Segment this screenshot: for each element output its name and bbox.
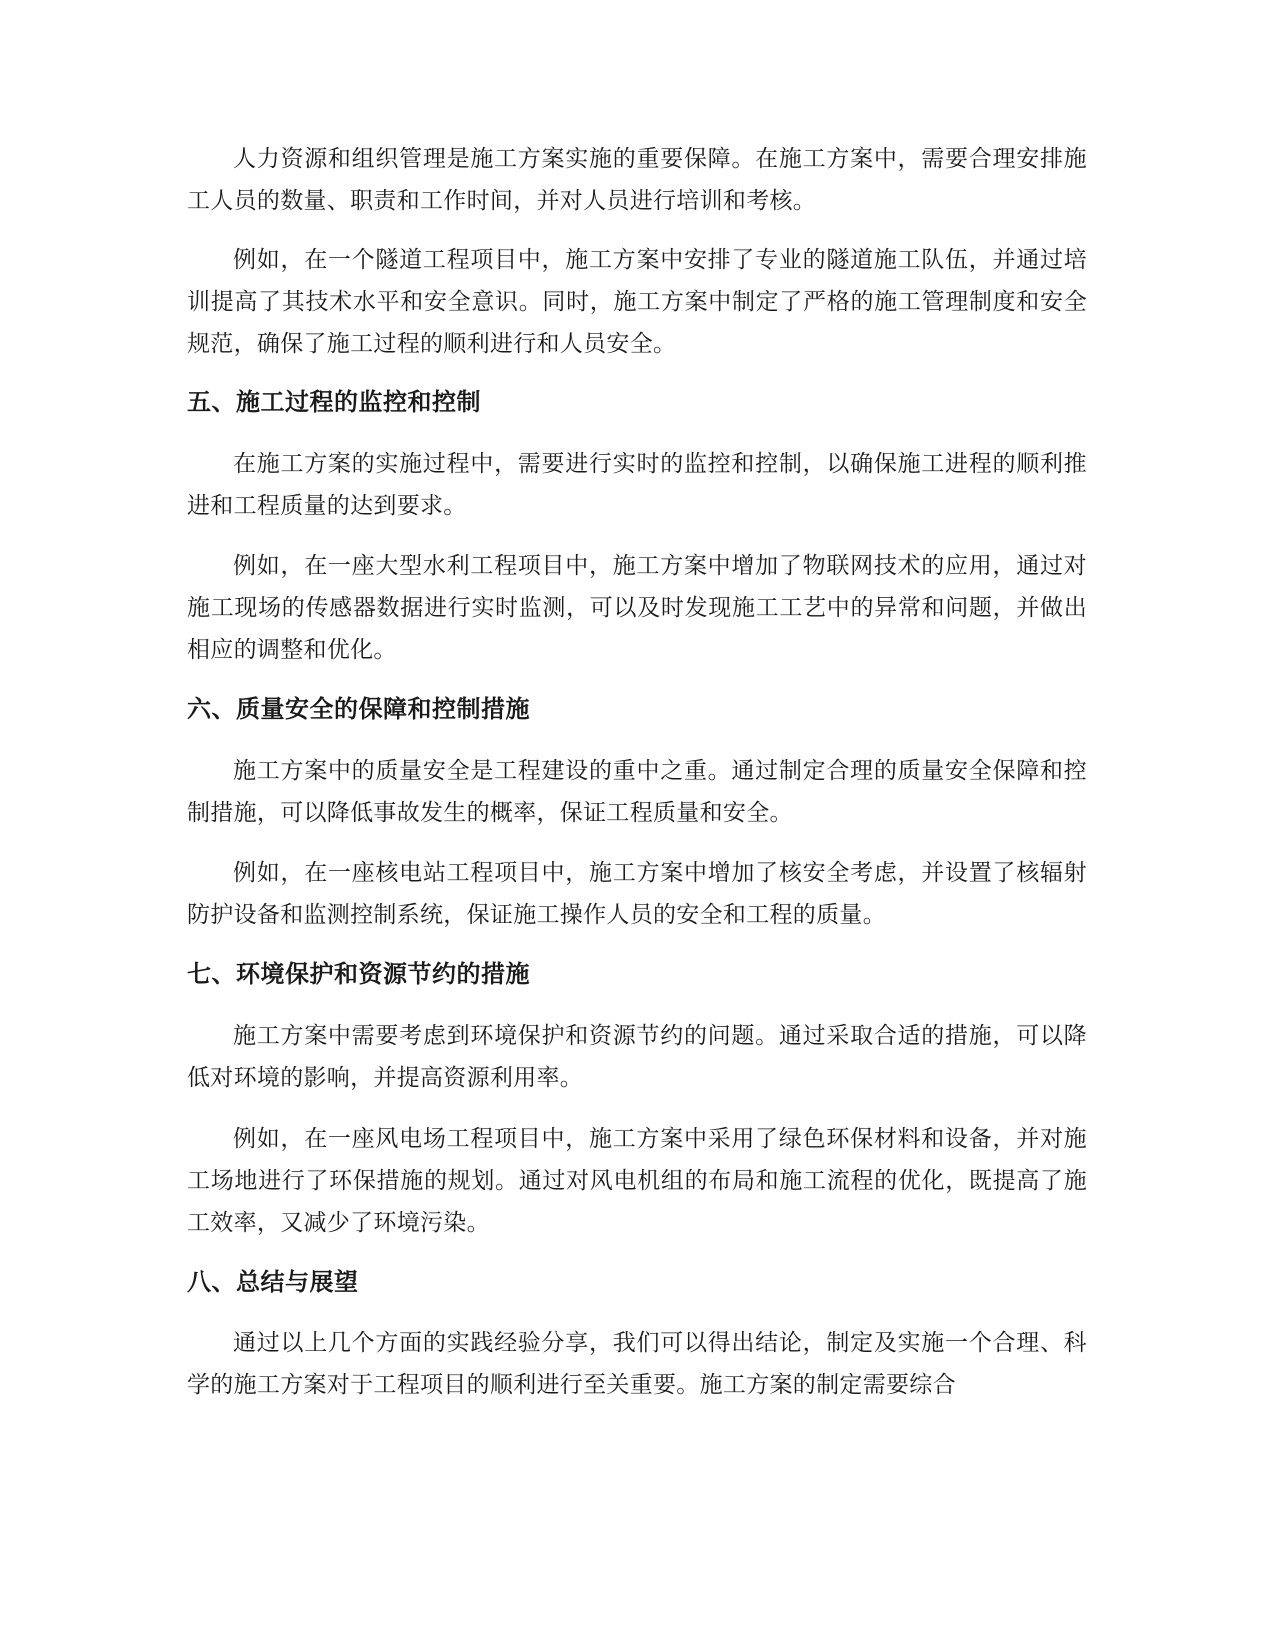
heading-text: 六、质量安全的保障和控制措施 — [187, 695, 530, 723]
paragraph-text: 通过以上几个方面的实践经验分享，我们可以得出结论，制定及实施一个合理、科学的施工方案对于工程项目的顺利进行至关重要。施工方案的制定需要综合 — [187, 1330, 1087, 1398]
paragraph-text: 例如，在一座大型水利工程项目中，施工方案中增加了物联网技术的应用，通过对施工现场的传感器数据进行实时监测，可以及时发现施工工艺中的异常和问题，并做出相应的调整和优化。 — [187, 553, 1087, 663]
paragraph-text: 例如，在一座风电场工程项目中，施工方案中采用了绿色环保材料和设备，并对施工场地进行了环保措施的规划。通过对风电机组的布局和施工流程的优化，既提高了施工效率，又减少了环境污染。 — [187, 1126, 1087, 1236]
heading-text: 五、施工过程的监控和控制 — [187, 388, 481, 416]
paragraph-nuclear-example — [187, 852, 1087, 936]
paragraph-text: 在施工方案的实施过程中，需要进行实时的监控和控制，以确保施工进程的顺利推进和工程质量的达到要求。 — [187, 451, 1087, 519]
paragraph-text: 例如，在一个隧道工程项目中，施工方案中安排了专业的隧道施工队伍，并通过培训提高了其技术水平和安全意识。同时，施工方案中制定了严格的施工管理制度和安全规范，确保了施工过程的顺利进行和人员安全。 — [187, 247, 1087, 357]
paragraph-environment — [187, 1015, 1087, 1099]
heading-text: 八、总结与展望 — [187, 1268, 359, 1296]
section-heading-7 — [187, 954, 1087, 994]
heading-text: 七、环境保护和资源节约的措施 — [187, 960, 530, 988]
paragraph-conclusion — [187, 1322, 1087, 1406]
paragraph-text: 人力资源和组织管理是施工方案实施的重要保障。在施工方案中，需要合理安排施工人员的数量、职责和工作时间，并对人员进行培训和考核。 — [187, 146, 1087, 214]
paragraph-water-project-example — [187, 545, 1087, 671]
section-heading-6 — [187, 689, 1087, 729]
paragraph-text: 施工方案中需要考虑到环境保护和资源节约的问题。通过采取合适的措施，可以降低对环境的影响，并提高资源利用率。 — [187, 1023, 1087, 1091]
paragraph-wind-farm-example — [187, 1118, 1087, 1244]
paragraph-text: 施工方案中的质量安全是工程建设的重中之重。通过制定合理的质量安全保障和控制措施，可以降低事故发生的概率，保证工程质量和安全。 — [187, 758, 1087, 826]
paragraph-text: 例如，在一座核电站工程项目中，施工方案中增加了核安全考虑，并设置了核辐射防护设备和监测控制系统，保证施工操作人员的安全和工程的质量。 — [187, 860, 1087, 928]
section-heading-5 — [187, 382, 1087, 422]
section-heading-8 — [187, 1262, 1087, 1302]
paragraph-monitoring — [187, 443, 1087, 527]
paragraph-hr-management — [187, 138, 1087, 222]
paragraph-quality-safety — [187, 750, 1087, 834]
paragraph-tunnel-example — [187, 239, 1087, 365]
